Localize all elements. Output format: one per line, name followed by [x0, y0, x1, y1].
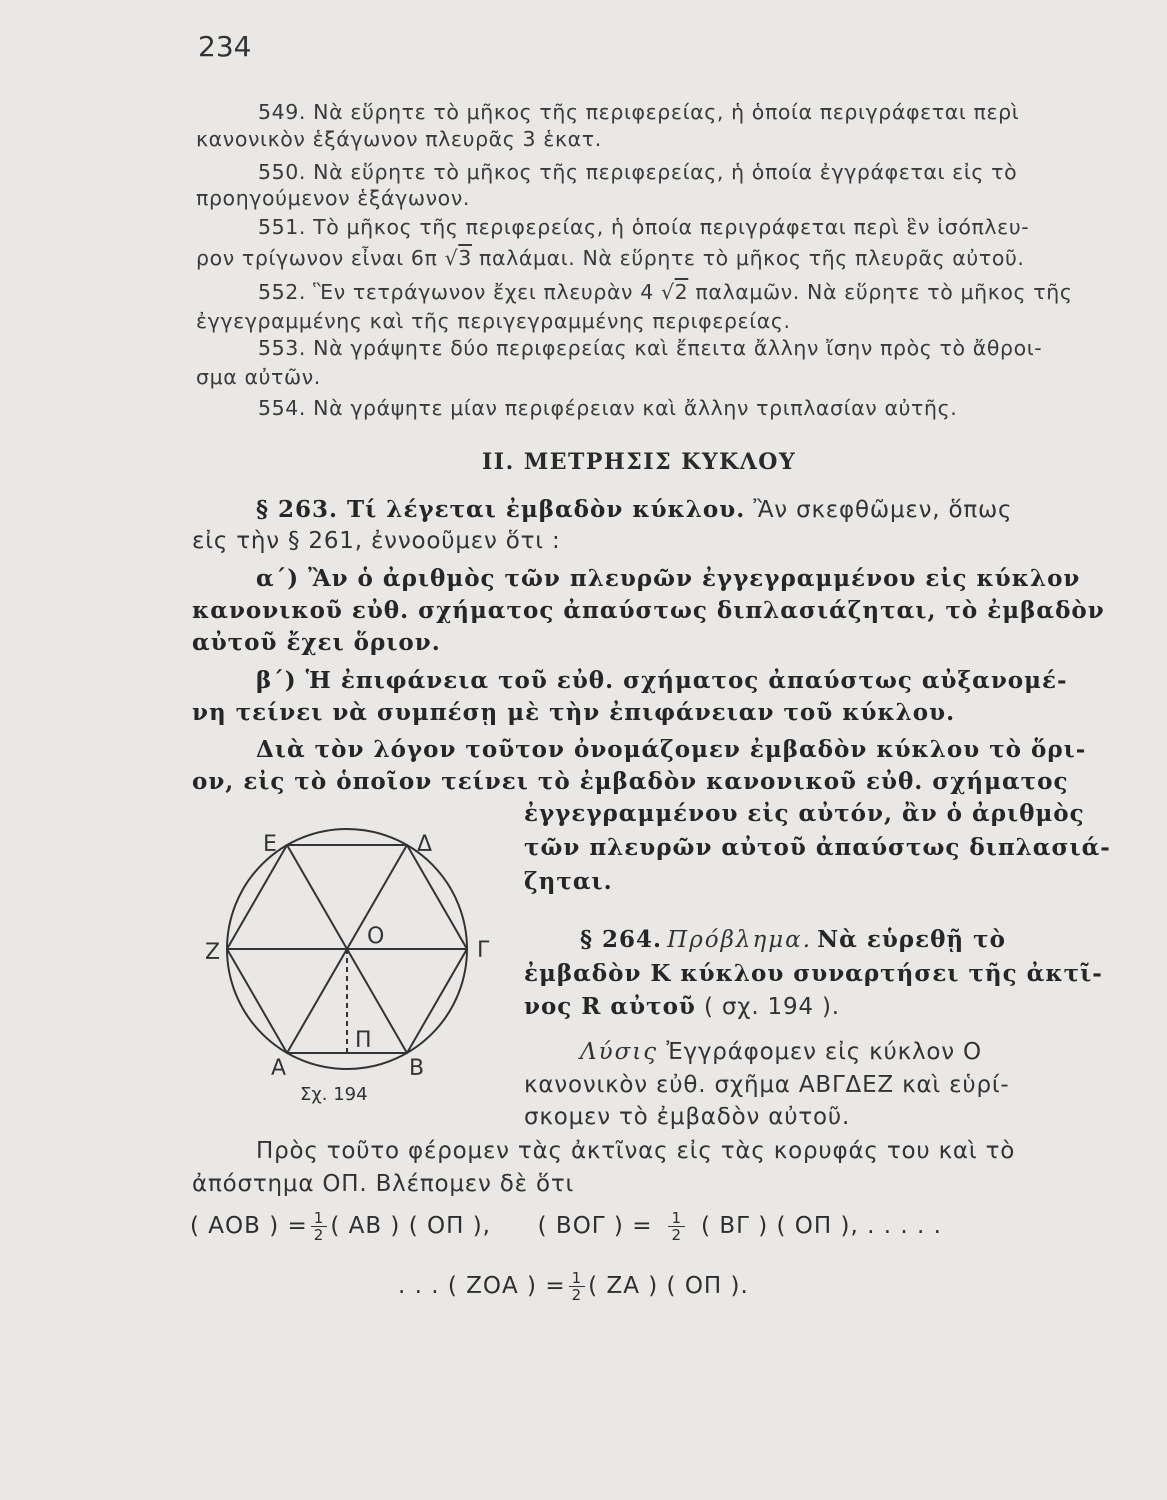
exercise-549-line1: 549. Νὰ εὕρητε τὸ μῆκος τῆς περιφερείας, ἡ ὁποία περιγράφεται περὶ [258, 100, 1020, 124]
s264-line1 [580, 926, 1006, 953]
s263-c-line1: Διὰ τὸν λόγον τοῦτον ὀνομάζομεν ἐμβαδὸν κύκλου τὸ ὅρι- [256, 736, 1087, 763]
label-a: Α [271, 1056, 287, 1081]
fraction-denominator: 2 [571, 1286, 583, 1304]
label-b: Β [409, 1056, 425, 1081]
s263-a-line1: α΄) Ἂν ὁ ἀριθμὸς τῶν πλευρῶν ἐγγεγραμμένου εἰς κύκλον [256, 565, 1081, 592]
solution-line1-rest: Ἐγγράφομεν εἰς κύκλον Ο [658, 1039, 982, 1065]
s264-solution-line1 [580, 1039, 982, 1065]
exercise-551-text-b: παλάμαι. Νὰ εὕρητε τὸ μῆκος τῆς πλευρᾶς αὐτοῦ. [471, 246, 1025, 270]
formula-zoa-lhs: . . . ( ΖΟΑ ) = [398, 1273, 566, 1299]
s264-number: § 264. [580, 926, 663, 953]
label-e: Ε [263, 832, 277, 857]
exercise-552-line1 [258, 280, 1072, 304]
exercise-552-text-b: παλαμῶν. Νὰ εὕρητε τὸ μῆκος τῆς [688, 280, 1073, 304]
s263-c-line4: τῶν πλευρῶν αὐτοῦ ἀπαύστως διπλασιά- [524, 834, 1111, 861]
formula-bog-lhs: ( ΒΟΓ ) = [537, 1213, 653, 1239]
sqrt-radicand: 3 [458, 246, 472, 270]
fraction-denominator: 2 [671, 1226, 683, 1244]
page-number: 234 [198, 30, 252, 63]
s264-line3-bold: νος R αὐτοῦ [524, 993, 696, 1020]
fraction-numerator: 1 [311, 1210, 328, 1227]
s263-c-line5: ζηται. [524, 868, 613, 895]
s264-line3 [524, 993, 840, 1020]
s264-solution-line3: σκομεν τὸ ἐμβαδὸν αὐτοῦ. [524, 1104, 851, 1130]
fraction-half [311, 1210, 328, 1243]
exercise-551-text-a: ρον τρίγωνον εἶναι 6π √ [196, 246, 459, 270]
formula-line2 [398, 1270, 749, 1303]
formula-aob-rhs: ( ΑΒ ) ( ΟΠ ), [330, 1213, 491, 1239]
s263-title-line [256, 496, 1012, 523]
s263-c-line3: ἐγγεγραμμένου εἰς αὐτόν, ἂν ὁ ἀριθμὸς [524, 800, 1085, 827]
solution-word: Λύσις [580, 1039, 659, 1065]
paragraph-line2: ἀπόστημα ΟΠ. Βλέπομεν δὲ ὅτι [192, 1171, 575, 1197]
s263-line2: εἰς τὴν § 261, ἐννοοῦμεν ὅτι : [192, 528, 561, 554]
label-o: Ο [367, 924, 385, 949]
exercise-552-line2: ἐγγεγραμμένης καὶ τῆς περιγεγραμμένης περιφερείας. [196, 309, 791, 333]
s263-a-line2: κανονικοῦ εὐθ. σχήματος ἀπαύστως διπλασιάζηται, τὸ ἐμβαδὸν [192, 597, 1105, 624]
paragraph-line1: Πρὸς τοῦτο φέρομεν τὰς ἀκτῖνας εἰς τὰς κορυφάς του καὶ τὸ [256, 1138, 1016, 1164]
exercise-551-line1: 551. Τὸ μῆκος τῆς περιφερείας, ἡ ὁποία περιγράφεται περὶ ἓν ἰσόπλευ- [258, 215, 1030, 239]
exercise-550-line2: προηγούμενον ἑξάγωνον. [196, 186, 470, 210]
label-g: Γ [477, 938, 490, 963]
fraction-denominator: 2 [313, 1226, 325, 1244]
formula-line1 [190, 1210, 942, 1243]
fraction-numerator: 1 [668, 1210, 685, 1227]
s264-line2: ἐμβαδὸν Κ κύκλου συναρτήσει τῆς ἀκτῖ- [524, 960, 1103, 987]
sqrt-radicand: 2 [674, 280, 689, 304]
s263-b-line1: β΄) Ἡ ἐπιφάνεια τοῦ εὐθ. σχήματος ἀπαύστως αὐξανομέ- [256, 667, 1068, 694]
exercise-552-text-a: 552. Ἓν τετράγωνον ἔχει πλευρὰν 4 √ [258, 280, 675, 304]
label-z: Ζ [205, 940, 221, 965]
fraction-half [668, 1210, 685, 1243]
s264-line3-ref: ( σχ. 194 ). [695, 994, 840, 1020]
s263-intro: Ἂν σκεφθῶμεν, ὅπως [745, 497, 1013, 523]
figure-194 [195, 825, 515, 1105]
exercise-551-line2 [196, 246, 1025, 270]
s263-c-line2: ον, εἰς τὸ ὁποῖον τείνει τὸ ἐμβαδὸν κανονικοῦ εὐθ. σχήματος [192, 768, 1069, 795]
s264-line1-rest: Νὰ εὑρεθῇ τὸ [817, 926, 1006, 953]
s263-a-line3: αὐτοῦ ἔχει ὅριον. [192, 629, 441, 656]
label-p: Π [355, 1028, 372, 1053]
section-heading: II. ΜΕΤΡΗΣΙΣ ΚΥΚΛΟΥ [482, 449, 797, 475]
formula-zoa-rhs: ( ΖΑ ) ( ΟΠ ). [588, 1273, 749, 1299]
s264-solution-line2: κανονικὸν εὐθ. σχῆμα ΑΒΓΔΕΖ καὶ εὑρί- [524, 1072, 1010, 1098]
formula-aob-lhs: ( ΑΟΒ ) = [190, 1213, 308, 1239]
figure-caption: Σχ. 194 [300, 1084, 368, 1105]
fraction-half [569, 1270, 586, 1303]
s264-problem-word: Πρόβλημα. [667, 927, 813, 953]
formula-bog-rhs: ( ΒΓ ) ( ΟΠ ), . . . . . [701, 1213, 942, 1239]
exercise-554-line1: 554. Νὰ γράψητε μίαν περιφέρειαν καὶ ἄλλην τριπλασίαν αὐτῆς. [258, 396, 958, 420]
exercise-549-line2: κανονικὸν ἑξάγωνον πλευρᾶς 3 ἑκατ. [196, 127, 602, 151]
exercise-550-line1: 550. Νὰ εὕρητε τὸ μῆκος τῆς περιφερείας, ἡ ὁποία ἐγγράφεται εἰς τὸ [258, 160, 1018, 184]
fraction-numerator: 1 [569, 1270, 586, 1287]
s263-b-line2: νη τείνει νὰ συμπέσῃ μὲ τὴν ἐπιφάνειαν τοῦ κύκλου. [192, 699, 956, 726]
label-d: Δ [417, 832, 433, 857]
s263-title: § 263. Τί λέγεται ἐμβαδὸν κύκλου. [256, 496, 746, 523]
exercise-553-line2: σμα αὐτῶν. [196, 365, 321, 389]
exercise-553-line1: 553. Νὰ γράψητε δύο περιφερείας καὶ ἔπειτα ἄλλην ἴσην πρὸς τὸ ἄθροι- [258, 336, 1043, 360]
